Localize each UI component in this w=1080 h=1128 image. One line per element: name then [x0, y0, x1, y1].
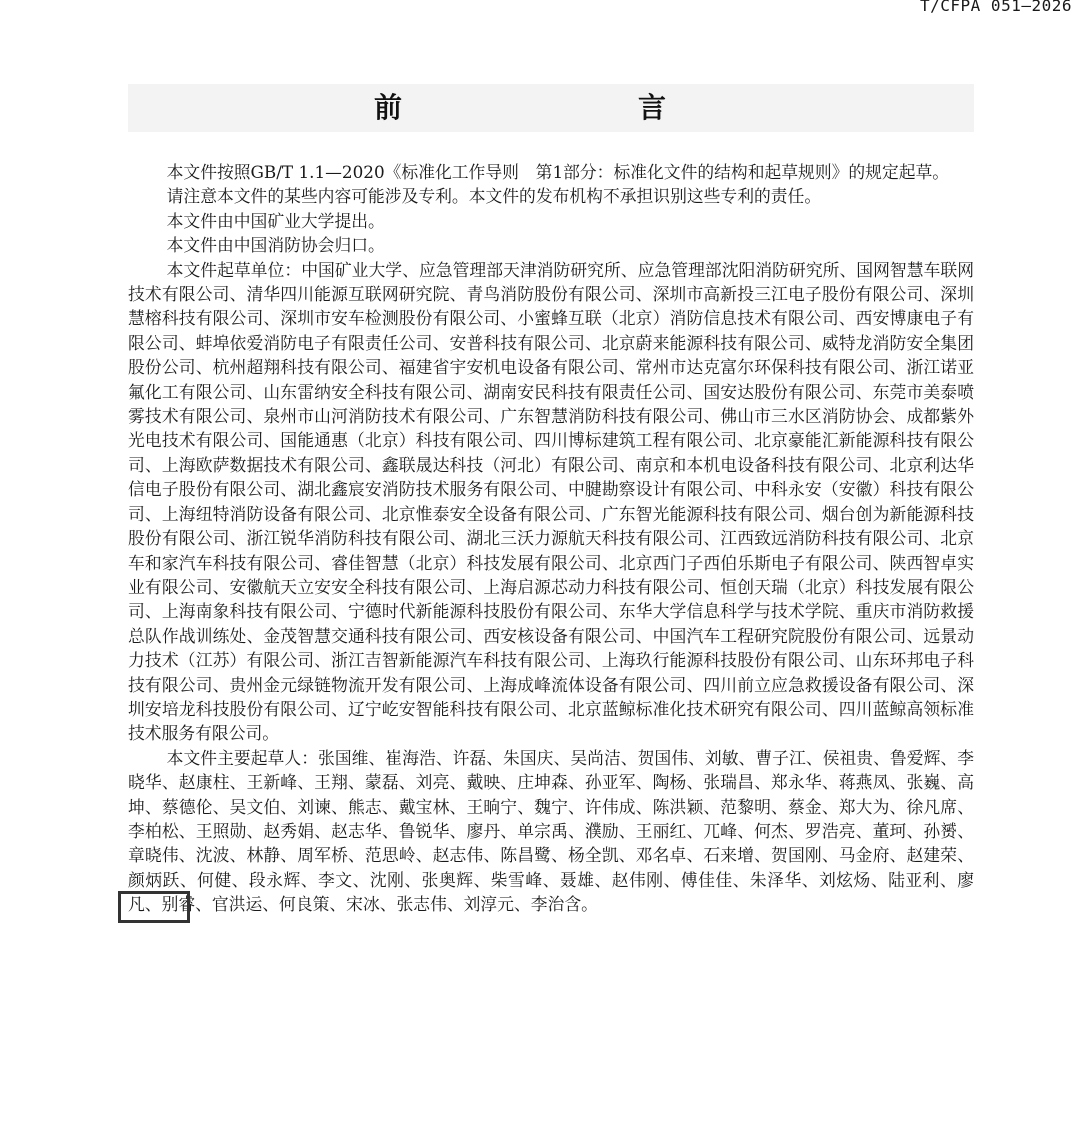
paragraph-patent-notice: 请注意本文件的某些内容可能涉及专利。本文件的发布机构不承担识别这些专利的责任。 [166, 186, 822, 207]
paragraph-drafters: 本文件主要起草人：张国维、崔海浩、许磊、朱国庆、吴尚洁、贺国伟、刘敏、曹子江、侯祖贵、鲁爱辉、李晓华、赵康柱、王新峰、王翔、蒙磊、刘亮、戴映、庄坤森、孙亚军、陶杨、张瑞昌、郑永华、蒋燕凤、张巍、高坤、蔡德伦、吴文伯、刘谏、熊志、戴宝林、王晌宁、魏宁、许伟成、陈洪颖、范黎明、蔡金、郑大为、徐凡席、李柏松、王照勋、赵秀娟、赵志华、鲁锐华、廖丹、单宗禹、濮励、王丽红、兀峰、何杰、罗浩亮、董珂、孙赟、章晓伟、沈波、林静、周军桥、范思岭、赵志伟、陈昌鹭、杨全凯、邓名卓、石来增、贺国刚、马金府、赵建荣、颜炳跃、何健、段永辉、李文、沈刚、张奥辉、柴雪峰、聂雄、赵伟刚、傅佳佳、朱泽华、刘炫炀、陆亚利、廖凡、别睿、官洪运、何良策、宋冰、张志伟、刘淳元、李治含。 [128, 747, 974, 915]
paragraph-proposer: 本文件由中国矿业大学提出。 [166, 210, 385, 231]
paragraph-centralized-by: 本文件由中国消防协会归口。 [166, 235, 385, 256]
paragraph-drafting-rules: 本文件按照GB/T 1.1—2020《标准化工作导则 第1部分：标准化文件的结构和起草规则》的规定起草。 [166, 162, 950, 182]
page-title: 前 言 [373, 91, 726, 124]
paragraph-drafting-units: 本文件起草单位：中国矿业大学、应急管理部天津消防研究所、应急管理部沈阳消防研究所、国网智慧车联网技术有限公司、清华四川能源互联网研究院、青鸟消防股份有限公司、深圳市高新投三江电子股份有限公司、深圳慧榕科技有限公司、深圳市安车检测股份有限公司、小蜜蜂互联（北京）消防信息技术有限公司、西安博康电子有限公司、蚌埠依爱消防电子有限责任公司、安普科技有限公司、北京蔚来能源科技有限公司、威特龙消防安全集团股份公司、杭州超翔科技有限公司、福建省宇安机电设备有限公司、常州市达克富尔环保科技有限公司、浙江诺亚氟化工有限公司、山东雷纳安全科技有限公司、湖南安民科技有限责任公司、国安达股份有限公司、东莞市美泰喷雾技术有限公司、泉州市山河消防技术有限公司、广东智慧消防科技有限公司、佛山市三水区消防协会、成都紫外光电技术有限公司、国能通惠（北京）科技有限公司、四川博标建筑工程有限公司、北京豪能汇新能源科技有限公司、上海欧萨数据技术有限公司、鑫联晟达科技（河北）有限公司、南京和本机电设备科技有限公司、北京利达华信电子股份有限公司、湖北鑫宸安消防技术服务有限公司、中腱勘察设计有限公司、中科永安（安徽）科技有限公司、上海纽特消防设备有限公司、北京惟泰安全设备有限公司、广东智光能源科技有限公司、烟台创为新能源科技股份有限公司、浙江锐华消防科技有限公司、湖北三沃力源航天科技有限公司、江西致远消防科技有限公司、北京车和家汽车科技有限公司、睿佳智慧（北京）科技发展有限公司、北京西门子西伯乐斯电子有限公司、陕西智卓实业有限公司、安徽航天立安安全科技有限公司、上海启源芯动力科技有限公司、恒创天瑞（北京）科技发展有限公司、上海南象科技有限公司、宁德时代新能源科技股份有限公司、东华大学信息科学与技术学院、重庆市消防救援总队作战训练处、金茂智慧交通科技有限公司、西安核设备有限公司、中国汽车工程研究院股份有限公司、远景动力技术（江苏）有限公司、浙江吉智新能源汽车科技有限公司、上海玖行能源科技股份有限公司、山东环邦电子科技有限公司、贵州金元绿链物流开发有限公司、上海成峰流体设备有限公司、四川前立应急救援设备有限公司、深圳安培龙科技股份有限公司、辽宁屹安智能科技有限公司、北京蓝鲸标准化技术研究有限公司、四川蓝鲸高领标准技术服务有限公司。 [128, 259, 974, 744]
standard-code: T/CFPA 051—2026 [920, 0, 1072, 15]
foreword-body [128, 160, 974, 917]
name-highlight-box [118, 891, 190, 923]
